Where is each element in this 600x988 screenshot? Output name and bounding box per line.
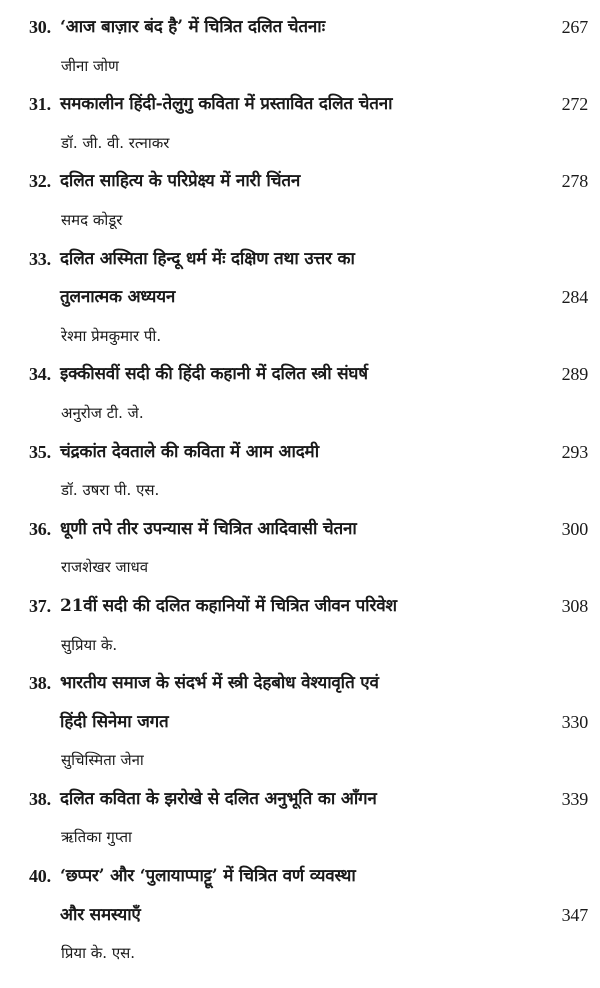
toc-entry	[0, 162, 600, 239]
entry-page-number: 330	[561, 711, 588, 732]
entry-title-continuation: हिंदी सिनेमा जगत	[60, 711, 169, 732]
entry-page-number: 278	[561, 171, 588, 192]
toc-entry	[0, 8, 600, 85]
entry-page-number: 339	[561, 788, 588, 809]
entry-author: ऋतिका गुप्ता	[61, 828, 132, 847]
entry-title-line	[0, 703, 600, 742]
entry-title: दलित साहित्य के परिप्रेक्ष्य में नारी चिंतन	[60, 171, 301, 192]
entry-number: 31.	[29, 94, 51, 115]
entry-title-line	[0, 278, 600, 317]
entry-page-number: 293	[561, 441, 588, 462]
entry-author: समद कोडूर	[61, 210, 123, 229]
toc-entry	[0, 857, 600, 973]
entry-title: 21वीं सदी की दलित कहानियों में चित्रित जीवन परिवेश	[60, 595, 397, 616]
entry-title-line	[0, 8, 600, 47]
entry-author: डॉ. जी. वी. रत्नाकर	[61, 133, 170, 152]
entry-title: इक्कीसवीं सदी की हिंदी कहानी में दलित स्त्री संघर्ष	[60, 364, 368, 385]
entry-title: ‘आज बाज़ार बंद है’ में चित्रित दलित चेतनाः	[60, 17, 325, 37]
toc-entry	[0, 664, 600, 780]
entry-number: 38.	[29, 673, 51, 694]
entry-number: 33.	[29, 248, 51, 269]
entry-title: चंद्रकांत देवताले की कविता में आम आदमी	[60, 441, 319, 462]
entry-title-line	[0, 896, 600, 935]
entry-page-number: 272	[561, 94, 588, 115]
entry-author: सुप्रिया के.	[61, 635, 118, 654]
entry-number: 38.	[29, 788, 51, 809]
entry-author-line	[0, 394, 600, 433]
entry-title-continuation: तुलनात्मक अध्ययन	[60, 287, 176, 308]
entry-page-number: 347	[561, 904, 588, 925]
entry-author: जीना जोण	[61, 56, 119, 75]
entry-author: अनुरोज टी. जे.	[61, 403, 144, 422]
entry-title-line	[0, 664, 600, 703]
entry-title-line	[0, 433, 600, 472]
entry-number: 36.	[29, 518, 51, 539]
entry-title-line	[0, 857, 600, 896]
toc-entry	[0, 85, 600, 162]
entry-author-line	[0, 124, 600, 163]
entry-title-line	[0, 510, 600, 549]
entry-author-line	[0, 818, 600, 857]
entry-title: दलित अस्मिता हिन्दू धर्म मेंः दक्षिण तथा उत्तर का	[60, 248, 355, 269]
entry-author: रेश्मा प्रेमकुमार पी.	[61, 326, 162, 345]
toc-entry	[0, 510, 600, 587]
entry-author-line	[0, 47, 600, 86]
entry-title: ‘छप्पर’ और ‘पुलायाप्पाट्टू’ में चित्रित वर्ण व्यवस्था	[60, 866, 356, 887]
entry-author: राजशेखर जाधव	[61, 558, 149, 577]
entry-page-number: 300	[561, 518, 588, 539]
entry-title: दलित कविता के झरोखे से दलित अनुभूति का आँगन	[60, 788, 377, 809]
entry-author: प्रिया के. एस.	[61, 944, 136, 963]
toc-entry	[0, 433, 600, 510]
entry-page-number: 289	[561, 364, 588, 385]
entry-author-line	[0, 934, 600, 973]
toc-entry	[0, 240, 600, 356]
entry-title-line	[0, 85, 600, 124]
entry-page-number: 267	[561, 17, 588, 37]
entry-page-number: 308	[561, 595, 588, 616]
entry-title-line	[0, 587, 600, 626]
entry-title-line	[0, 162, 600, 201]
entry-author: डॉ. उषरा पी. एस.	[61, 481, 160, 500]
entry-number: 32.	[29, 171, 51, 192]
entry-author: सुचिस्मिता जेना	[61, 751, 144, 770]
entry-number: 35.	[29, 441, 51, 462]
entry-title-line	[0, 780, 600, 819]
entry-number: 30.	[29, 17, 51, 37]
entry-author-line	[0, 626, 600, 665]
entry-title-line	[0, 355, 600, 394]
entry-author-line	[0, 741, 600, 780]
entry-title-line	[0, 240, 600, 279]
entry-author-line	[0, 201, 600, 240]
toc-entry	[0, 780, 600, 857]
table-of-contents	[0, 8, 600, 973]
entry-number: 34.	[29, 364, 51, 385]
entry-number: 37.	[29, 595, 51, 616]
entry-number: 40.	[29, 866, 51, 887]
entry-title: धूणी तपे तीर उपन्यास में चित्रित आदिवासी चेतना	[60, 518, 357, 539]
entry-author-line	[0, 548, 600, 587]
entry-author-line	[0, 471, 600, 510]
entry-author-line	[0, 317, 600, 356]
entry-title: भारतीय समाज के संदर्भ में स्त्री देहबोध वेश्यावृति एवं	[60, 673, 379, 694]
entry-title-continuation: और समस्याएँ	[60, 904, 141, 925]
toc-entry	[0, 587, 600, 664]
entry-title: समकालीन हिंदी-तेलुगु कविता में प्रस्तावित दलित चेतना	[60, 94, 393, 115]
entry-page-number: 284	[561, 287, 588, 308]
toc-entry	[0, 355, 600, 432]
